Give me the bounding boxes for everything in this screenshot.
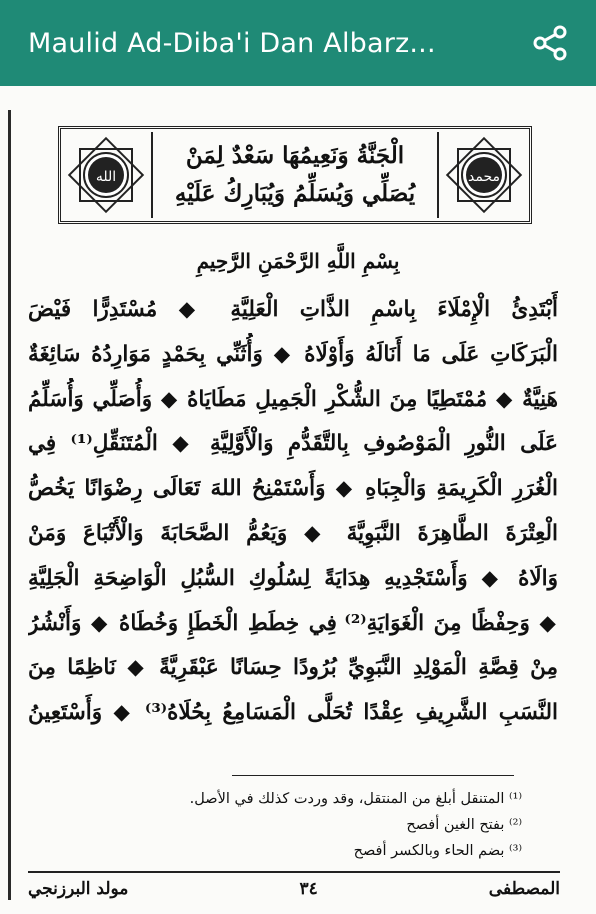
share-icon [530,23,570,63]
share-button[interactable] [528,21,572,65]
body-line: النَّسَبِ الشَّرِيفِ عِقْدًا تُحَلَّى الْمَسَامِعُ بِحُلَاهُ⁽³⁾ ◆ وَأَسْتَعِينُ [28,700,558,726]
right-ornament-text: محمد [468,169,500,185]
body-text [28,288,558,736]
footnote: ⁽³⁾ بضم الحاء وبالكسر أفصح [353,843,522,859]
basmala: بِسْمِ اللَّهِ الرَّحْمَنِ الرَّحِيمِ [196,249,400,273]
body-line: هَنِيَّةٌ ◆ مُمْتَطِيًا مِنَ الشُّكْرِ الْجَمِيلِ مَطَايَاهُ ◆ وَأُصَلِّي وَأُسَلِّمُ [28,386,558,412]
body-line: مِنْ قِصَّةِ الْمَوْلِدِ النَّبَوِيِّ بُرُودًا حِسَانًا عَبْقَرِيَّةً ◆ نَاظِمًا مِنَ [28,655,558,681]
body-line: ◆ وَحِفْظًا مِنَ الْغَوَايَةِ⁽²⁾ فِي خِطَطِ الْخَطَإِ وَخُطَاهُ ◆ وَأَنْشُرُ [28,610,558,636]
footer-section-title: المصطفى [488,879,560,899]
header-line-2: يُصَلِّي وَيُسَلِّمُ وَيُبَارِكُ عَلَيْهِ [174,180,416,207]
header-line-1: الْجَنَّةُ وَنَعِيمُهَا سَعْدٌ لِمَنْ [185,142,405,169]
body-line: الْعِتْرَةَ الطَّاهِرَةَ النَّبَوِيَّةَ ◆ وَيَعُمُّ الصَّحَابَةَ وَالْأَتْبَاعَ وَمَنْ [28,520,558,546]
footnote-divider [232,775,514,776]
body-line: وَالَاهُ ◆ وَأَسْتَجْدِيهِ هِدَايَةً لِسُلُوكِ السُّبُلِ الْوَاضِحَةِ الْجَلِيَّةِ [28,565,558,591]
body-line: عَلَى النُّورِ الْمَوْصُوفِ بِالتَّقَدُّمِ وَالْأَوَّلِيَّةِ ◆ الْمُتَنَقِّلِ⁽¹⁾ فِي [28,431,558,457]
page-number: ٣٤ [299,879,318,899]
body-line: أَبْتَدِئُ الْإِمْلَاءَ بِاسْمِ الذَّاتِ الْعَلِيَّةِ ◆ مُسْتَدِرًّا فَيْضَ [28,297,558,322]
book-page-image[interactable] [0,86,596,914]
footnote: ⁽¹⁾ المتنقل أبلغ من المنتقل، وقد وردت كذلك في الأصل. [189,791,522,807]
footnote: ⁽²⁾ بفتح الغين أفصح [406,817,522,833]
right-ornament [439,130,529,220]
footnotes [150,786,522,864]
app-bar [0,0,596,86]
footer-book-title: مولد البرزنجي [28,879,129,899]
left-ornament-text: الله [95,169,117,185]
body-line: الْغُرَرِ الْكَرِيمَةِ وَالْجِبَاهِ ◆ وَأَسْتَمْنِحُ اللهَ تَعَالَى رِضْوَانًا يَخُصُّ [28,476,558,502]
page-footer [28,874,560,904]
left-ornament [61,130,151,220]
body-line: الْبَرَكَاتِ عَلَى مَا أَنَالَهُ وَأَوْلَاهُ ◆ وَأُثَنِّي بِحَمْدٍ مَوَارِدُهُ سَائِغَةٌ [28,341,558,367]
page-binding-edge [8,110,11,900]
footer-divider [28,871,560,873]
header-box [58,126,532,224]
app-title: Maulid Ad-Diba'i Dan Albarz... [28,27,436,59]
header-text [151,132,439,218]
